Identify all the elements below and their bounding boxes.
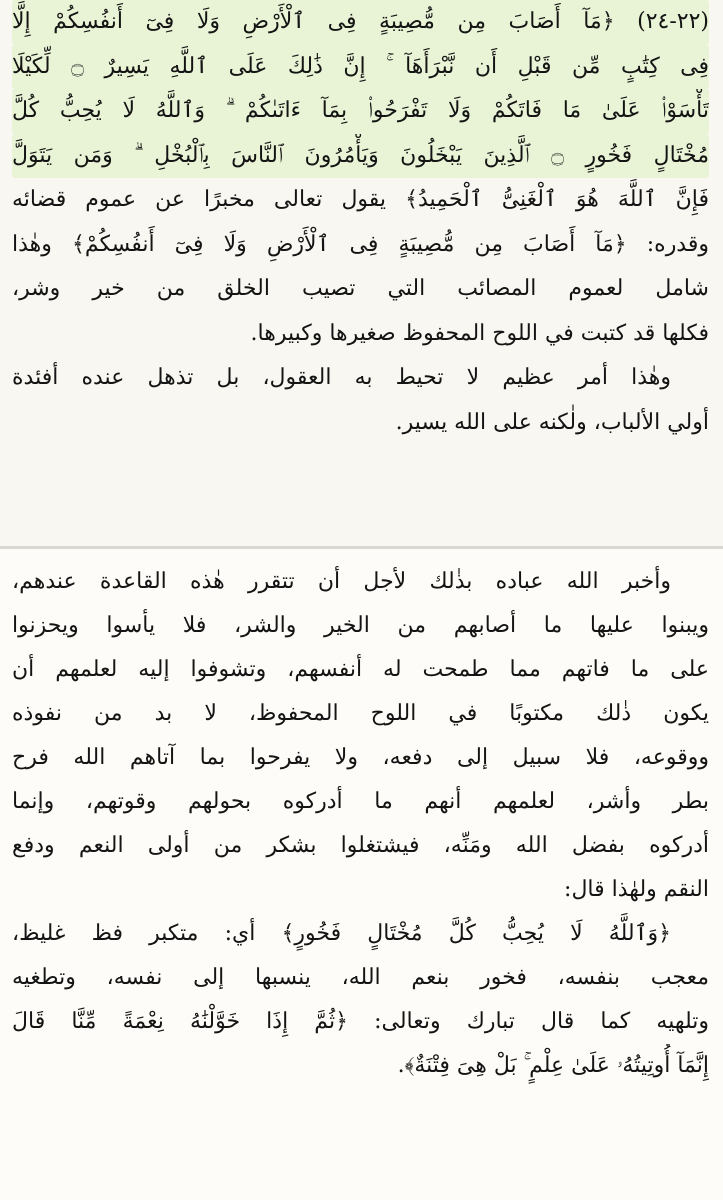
verse-line-3: تَأْسَوْا۟ عَلَىٰ مَا فَاتَكُمْ وَلَا تَفْرَحُوا۟ بِمَآ ءَاتَىٰكُمْ ۗ وَٱللَّهُ لَا يُحِبُّ كُلَّ — [12, 89, 709, 134]
verse-line-1: (٢٢-٢٤) ﴿مَآ أَصَابَ مِن مُّصِيبَةٍ فِى ٱلْأَرْضِ وَلَا فِىٓ أَنفُسِكُمْ إِلَّا — [12, 0, 709, 45]
commentary-line: شامل لعموم المصائب التي تصيب الخلق من خير وشر، — [12, 276, 709, 301]
paragraph-line: يكون ذٰلك مكتوبًا في اللوح المحفوظ، لا بد من نفوذه — [12, 701, 709, 726]
verse-line-4: مُخْتَالٍ فَخُورٍ ۝ ٱلَّذِينَ يَبْخَلُونَ وَيَأْمُرُونَ ٱلنَّاسَ بِٱلْبُخْلِ ۗ وَمَن يَتَوَلَّ — [12, 134, 709, 179]
commentary-line: أولي الألباب، ولٰكنه على الله يسير. — [395, 409, 709, 435]
section-divider — [0, 546, 723, 549]
paragraph-line: ووقوعه، فلا سبيل إلى دفعه، ولا يفرحوا بما آتاهم الله فرح — [12, 745, 709, 770]
tafsir-bottom-section — [0, 550, 723, 1200]
paragraph-line: وتلهيه كما قال تبارك وتعالى: ﴿ثُمَّ إِذَا خَوَّلْنَٰهُ نِعْمَةً مِّنَّا قَالَ — [12, 1009, 709, 1034]
tafsir-top-section — [0, 0, 723, 548]
paragraph-line: النقم ولهٰذا قال: — [564, 877, 709, 902]
commentary-line: وقدره: ﴿مَآ أَصَابَ مِن مُّصِيبَةٍ فِى ٱلْأَرْضِ وَلَا فِىٓ أَنفُسِكُمْ﴾ وهٰذا — [12, 231, 709, 257]
commentary-line: فَإِنَّ ٱللَّهَ هُوَ ٱلْغَنِىُّ ٱلْحَمِيدُ﴾ يقول تعالى مخبرًا عن عموم قضائه — [12, 187, 709, 212]
commentary-line: وهٰذا أمر عظيم لا تحيط به العقول، بل تذهل عنده أفئدة — [12, 365, 671, 390]
paragraph-line: على ما فاتهم مما طمحت له أنفسهم، وتشوفوا إليه لعلمهم أن — [12, 657, 709, 682]
verse-line-2: فِى كِتَٰبٍ مِّن قَبْلِ أَن نَّبْرَأَهَآ ۚ إِنَّ ذَٰلِكَ عَلَى ٱللَّهِ يَسِيرٌ ۝ لِّكَيْلَا — [12, 45, 709, 90]
paragraph-line: بطر وأشر، لعلمهم أنهم ما أدركوه بحولهم وقوتهم، وإنما — [12, 789, 709, 814]
paragraph-line: إِنَّمَآ أُوتِيتُهُۥ عَلَىٰ عِلْمٍ ۚ بَلْ هِىَ فِتْنَةٌ﴾. — [397, 1053, 709, 1078]
paragraph-line: ﴿وَٱللَّهُ لَا يُحِبُّ كُلَّ مُخْتَالٍ فَخُورٍ﴾ أي: متكبر فظ غليظ، — [12, 921, 671, 946]
paragraph-line: ويبنوا عليها ما أصابهم من الخير والشر، فلا يأسوا ويحزنوا — [12, 613, 709, 638]
paragraph-line: أدركوه بفضل الله ومَنِّه، فيشتغلوا بشكر من أولى النعم ودفع — [12, 833, 709, 858]
paragraph-line: معجب بنفسه، فخور بنعم الله، ينسبها إلى نفسه، وتطغيه — [12, 965, 709, 990]
commentary-line: فكلها قد كتبت في اللوح المحفوظ صغيرها وكبيرها. — [250, 320, 709, 346]
paragraph-line: وأخبر الله عباده بذٰلك لأجل أن تتقرر هٰذه القاعدة عندهم، — [12, 569, 671, 594]
